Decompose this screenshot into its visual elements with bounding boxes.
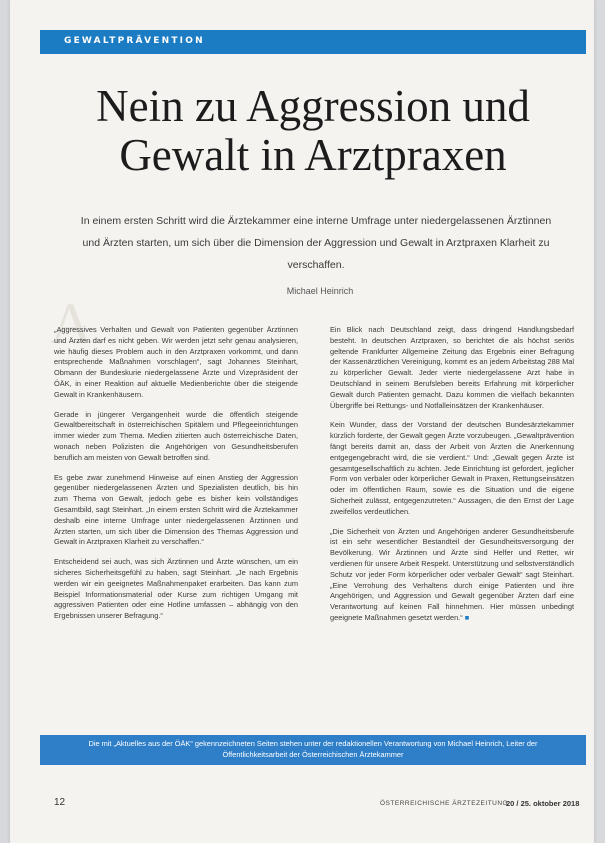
issue-date: 20 / 25. oktober 2018 [506,799,580,808]
magazine-page [10,0,594,843]
article-title [40,82,586,180]
paragraph: Ein Blick nach Deutschland zeigt, dass dringend Handlungsbedarf besteht. In deutschen Arztpraxen, so berichtet die als höchst seriös geltende Frankfurter Allgemeine Zeitung das Ergebnis einer Befragung der Kassenärztlichen Vereinigung, kommt es an jedem Arbeitstag 288 Mal zu körperlicher Gewalt. Jeder vierte niedergelassene Arzt habe in Deutschland in seinem Berufsleben bereits Erfahrung mit körperlicher Gewalt durch Patienten gemacht. Dazu kommen die vielfach bekannten Übergriffe bei Rettungs- und Notfalleinsätzen der Krankenhäuser. [330,325,574,410]
editorial-info-box [40,735,586,765]
paragraph [330,527,574,624]
end-of-article-icon: ■ [464,612,470,622]
article-author: Michael Heinrich [286,286,354,296]
paragraph: Kein Wunder, dass der Vorstand der deutschen Bundesärztekammer kürzlich forderte, der Gewalt gegen Ärzte vorzubeugen. „Gewaltprävention fängt bereits damit an, dass der Arbeit von Ärzten die Anerkennung entgegengebracht wird, die sie verdient.“ Und: „Gewalt gegen Ärzte ist gesamtgesellschaftlich zu ächten. Jede Einrichtung ist gefordert, jeglicher Form von verbaler oder körperlicher Gewalt in Praxen, Rettungseinsätzen oder im öffentlichen Raum, sowie es die Situation und die eigene Sicherheit zulässt, entgegenzutreten.“ Aussagen, die den Ernst der Lage zweifellos verdeutlichen. [330,420,574,516]
article-lead: In einem ersten Schritt wird die Ärztekammer eine interne Umfrage unter niedergelassenen Ärztinnen und Ärzten starten, um sich über die Dimension der Aggression und Gewalt in Arztpraxen Klarheit zu verschaffen. [80,215,552,271]
title-line-2: Gewalt in Arztpraxen [119,130,507,180]
section-header-bar [40,30,586,54]
page-number: 12 [54,797,66,808]
article-column-left [54,325,298,631]
article-column-right [330,325,574,633]
title-line-1: Nein zu Aggression und [96,81,530,131]
paragraph: „Aggressives Verhalten und Gewalt von Patienten gegenüber Ärztinnen und Ärzten darf es nicht geben. Wir werden jetzt sehr genau analysieren, wie häufig dieses Problem auch in den Arztpraxen vorkommt, und dann entsprechende Maßnahmen vorschlagen“, sagt Johannes Steinhart, Obmann der Bundeskurie niedergelassene Ärzte und Vizepräsident der ÖÄK, in einer Reaktion auf aktuelle Medienberichte über die steigende Gewalt in Krankenhäusern. [54,325,298,399]
paragraph-text: „Die Sicherheit von Ärzten und Angehörigen anderer Gesundheitsberufe ist ein sehr wesentlicher Bestandteil der Gesundheitsversorgung der Bevölkerung. Wir Ärztinnen und Ärzte sind Helfer und Retter, wir verdienen für unsere Arbeit Respekt. Unterstützung und selbstverständlich Schutz vor jeder Form körperlicher oder verbaler Gewalt“ sagt Steinhart. „Eine Verrohung des Verhaltens durch einige Patienten und ihre Angehörigen, und Aggression und Gewalt gegenüber Ärzten darf eine Verantwortung auf keinen Fall hinnehmen. Hier müssen unbedingt geeignete Maßnahmen gesetzt werden.“ [330,526,574,622]
info-box-text: Die mit „Aktuelles aus der ÖÄK“ gekennzeichneten Seiten stehen unter der redaktionellen Verantwortung von Michael Heinrich, Leiter der Öffentlichkeitsarbeit der Österreichischen Ärztekammer [88,739,538,759]
paragraph: Entscheidend sei auch, was sich Ärztinnen und Ärzte wünschen, um ein sicheres Sicherheitsgefühl zu haben, sagt Steinhart. „Je nach Ergebnis werden wir ein geeignetes Maßnahmenpaket erarbeiten. Das kann zum Beispiel Informationsmaterial oder Kurse zum richtigen Umgang mit aggressiven Patienten oder eine Hotline umfassen – abhängig von den Ergebnissen unserer Befragung.“ [54,557,298,621]
paragraph: Gerade in jüngerer Vergangenheit wurde die öffentlich steigende Gewaltbereitschaft in österreichischen Spitälern und Pflegeeinrichtungen immer wieder zum Thema. Medien zitierten auch österreichische Daten, wonach neben Polizisten die Angehörigen von Gesundheitsberufen beruflich am meisten von Gewalt betroffen sind. [54,409,298,462]
publication-name: ÖSTERREICHISCHE ÄRZTEZEITUNG [380,800,509,807]
paragraph: Es gebe zwar zunehmend Hinweise auf einen Anstieg der Aggression gegenüber niedergelassenen Ärzten und Spezialisten deutlich, bis hin zum Thema von Gewalt, jedoch gebe es bisher kein vollständiges Gesamtbild, sagt Steinhart. „In einem ersten Schritt wird die Ärztekammer deshalb eine interne Umfrage unter niedergelassenen Ärztinnen und Ärzten starten, um sich über die Dimension des Themas Aggression und Gewalt in Arztpraxen Klarheit zu verschaffen.“ [54,472,298,547]
section-label: GEWALTPRÄVENTION [64,36,205,46]
drop-cap: A [50,291,92,356]
